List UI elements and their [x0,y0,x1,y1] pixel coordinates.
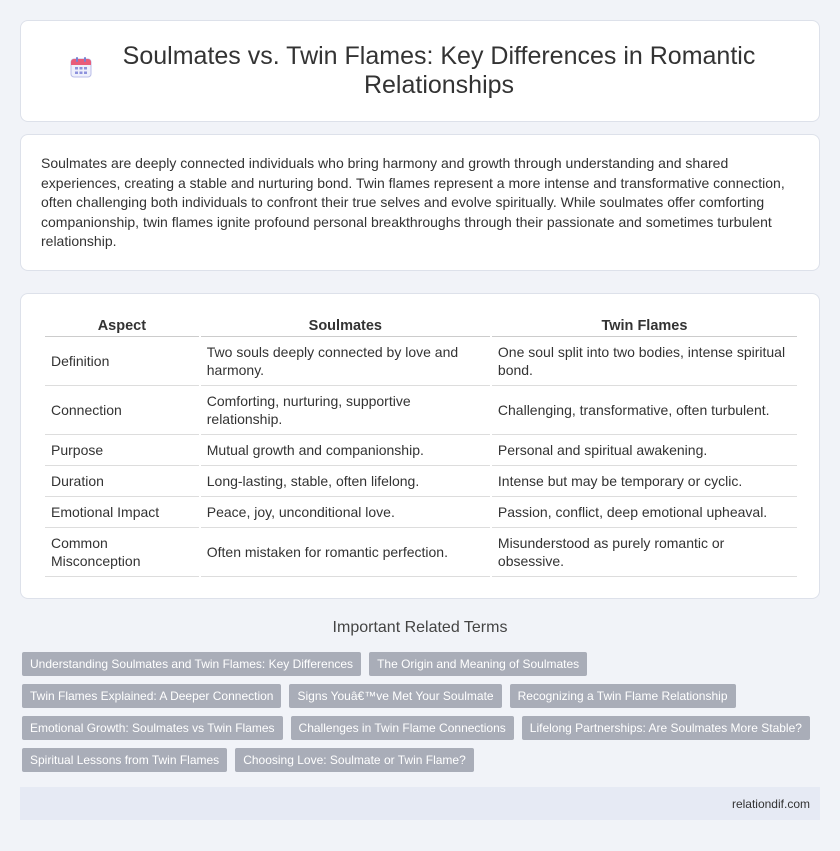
related-term-tag[interactable]: Lifelong Partnerships: Are Soulmates More Stable? [522,716,810,740]
row-soulmates: Often mistaken for romantic perfection. [201,528,490,577]
row-soulmates: Two souls deeply connected by love and harmony. [201,337,490,386]
related-terms-list [22,652,822,780]
row-soulmates: Peace, joy, unconditional love. [201,497,490,528]
row-twin-flames: Passion, conflict, deep emotional upheaval. [492,497,797,528]
header-twin-flames: Twin Flames [492,314,797,337]
row-aspect: Common Misconception [45,528,199,577]
footer [20,787,820,820]
comparison-table [43,314,799,577]
title-wrap [70,42,770,100]
header-soulmates: Soulmates [201,314,490,337]
row-soulmates: Comforting, nurturing, supportive relationship. [201,386,490,435]
related-term-tag[interactable]: Emotional Growth: Soulmates vs Twin Flames [22,716,283,740]
row-twin-flames: One soul split into two bodies, intense spiritual bond. [492,337,797,386]
calendar-icon [70,56,92,78]
tag-row [22,684,822,708]
title-card [20,20,820,122]
row-aspect: Connection [45,386,199,435]
intro-card [20,134,820,271]
row-aspect: Definition [45,337,199,386]
row-twin-flames: Misunderstood as purely romantic or obsessive. [492,528,797,577]
related-term-tag[interactable]: Challenges in Twin Flame Connections [291,716,514,740]
related-term-tag[interactable]: Choosing Love: Soulmate or Twin Flame? [235,748,474,772]
table-row [45,337,797,386]
related-term-tag[interactable]: Recognizing a Twin Flame Relationship [510,684,736,708]
comparison-card [20,293,820,599]
table-row [45,466,797,497]
row-aspect: Emotional Impact [45,497,199,528]
related-term-tag[interactable]: Understanding Soulmates and Twin Flames: Key Differences [22,652,361,676]
related-terms-heading: Important Related Terms [332,619,508,636]
intro-paragraph: Soulmates are deeply connected individuals who bring harmony and growth through understanding and shared experiences, creating a stable and nurturing bond. Twin flames represent a more intense and transformative connection, often challenging both individuals to confront their true selves and evolve spiritually. While soulmates offer comforting companionship, twin flames ignite profound personal breakthroughs through their passionate and sometimes turbulent relationship. [41,155,785,249]
table-row [45,435,797,466]
related-term-tag[interactable]: The Origin and Meaning of Soulmates [369,652,587,676]
row-aspect: Purpose [45,435,199,466]
table-row [45,528,797,577]
header-aspect: Aspect [45,314,199,337]
tag-row [22,716,822,740]
row-twin-flames: Challenging, transformative, often turbulent. [492,386,797,435]
row-aspect: Duration [45,466,199,497]
related-term-tag[interactable]: Signs Youâ€™ve Met Your Soulmate [289,684,501,708]
row-twin-flames: Intense but may be temporary or cyclic. [492,466,797,497]
related-term-tag[interactable]: Spiritual Lessons from Twin Flames [22,748,227,772]
footer-site-link[interactable]: relationdif.com [731,796,810,811]
tag-row [22,748,822,772]
related-term-tag[interactable]: Twin Flames Explained: A Deeper Connection [22,684,281,708]
page-title: Soulmates vs. Twin Flames: Key Differences in Romantic Relationships [122,42,756,99]
table-header-row [45,314,797,337]
tag-row [22,652,822,676]
table-row [45,497,797,528]
row-soulmates: Long-lasting, stable, often lifelong. [201,466,490,497]
table-row [45,386,797,435]
row-twin-flames: Personal and spiritual awakening. [492,435,797,466]
row-soulmates: Mutual growth and companionship. [201,435,490,466]
